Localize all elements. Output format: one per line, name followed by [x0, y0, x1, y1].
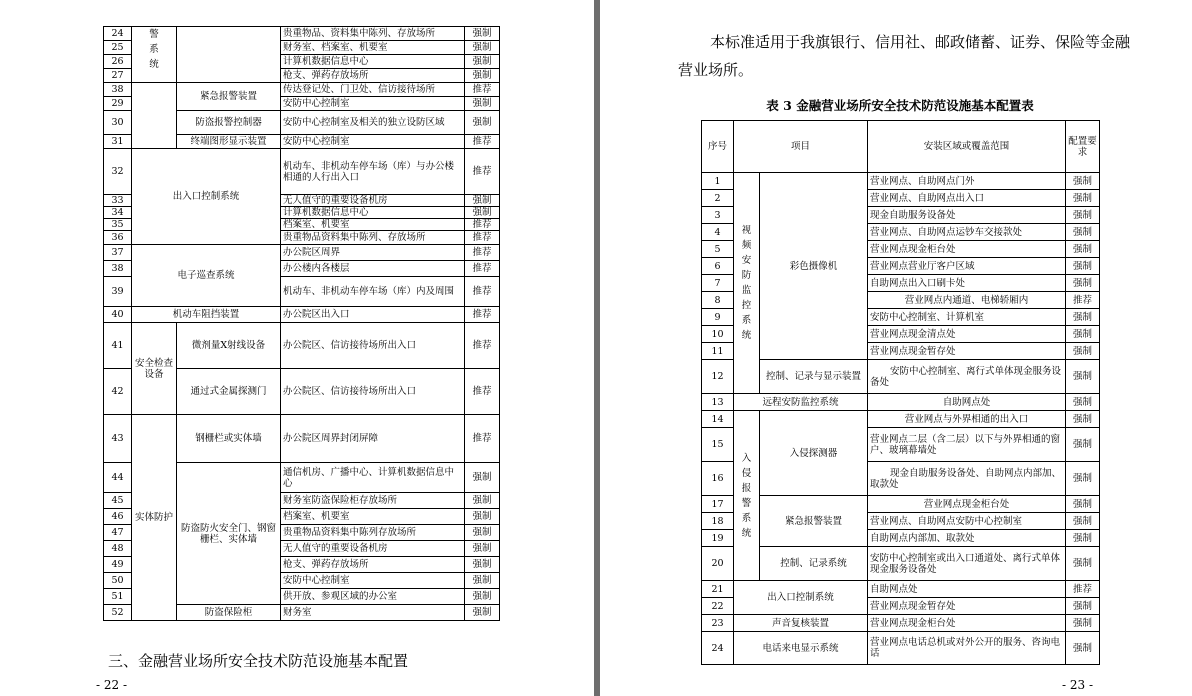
area-cell: 营业网点、自助网点门外 — [868, 173, 1066, 190]
table-row — [104, 415, 500, 463]
area-cell: 通信机房、广播中心、计算机数据信息中心 — [281, 463, 465, 493]
row-number: 15 — [702, 428, 734, 462]
table-row — [104, 27, 500, 41]
area-cell: 营业网点现金柜台处 — [868, 496, 1066, 513]
row-number: 10 — [702, 326, 734, 343]
req-cell: 强制 — [1066, 309, 1100, 326]
req-cell: 推荐 — [465, 261, 500, 277]
req-cell: 推荐 — [465, 323, 500, 369]
row-number: 7 — [702, 275, 734, 292]
area-cell: 机动车、非机动车停车场（库）与办公楼相通的人行出入口 — [281, 149, 465, 195]
row-number: 44 — [104, 463, 132, 493]
page-number: - 23 - — [1062, 678, 1094, 692]
row-number: 2 — [702, 190, 734, 207]
area-cell: 办公院区周界封闭屏障 — [281, 415, 465, 463]
area-cell: 现金自助服务设备处、自助网点内部加、取款处 — [868, 462, 1066, 496]
subgroup-label: 防盗防火安全门、钢窗栅栏、实体墙 — [177, 463, 281, 605]
area-cell: 办公院区、信访接待场所出入口 — [281, 369, 465, 415]
row-number: 13 — [702, 394, 734, 411]
area-cell: 安防中心控制室、计算机室 — [868, 309, 1066, 326]
req-cell: 强制 — [465, 589, 500, 605]
row-number: 14 — [702, 411, 734, 428]
req-cell: 强制 — [1066, 428, 1100, 462]
req-cell: 强制 — [465, 55, 500, 69]
area-cell: 枪支、弹药存放场所 — [281, 69, 465, 83]
req-cell: 强制 — [1066, 343, 1100, 360]
area-cell: 营业网点、自助网点出入口 — [868, 190, 1066, 207]
area-cell: 办公院区出入口 — [281, 307, 465, 323]
row-number: 45 — [104, 493, 132, 509]
area-cell: 财务室防盗保险柜存放场所 — [281, 493, 465, 509]
table-row — [702, 615, 1100, 632]
req-cell: 强制 — [465, 525, 500, 541]
row-number: 18 — [702, 513, 734, 530]
row-number: 31 — [104, 135, 132, 149]
req-cell: 强制 — [465, 493, 500, 509]
row-number: 41 — [104, 323, 132, 369]
group-label: 远程安防监控系统 — [734, 394, 868, 411]
row-number: 17 — [702, 496, 734, 513]
area-cell: 自助网点出入口刷卡处 — [868, 275, 1066, 292]
area-cell: 计算机数据信息中心 — [281, 55, 465, 69]
req-cell: 强制 — [465, 97, 500, 111]
req-cell: 强制 — [1066, 207, 1100, 224]
area-cell: 无人值守的重要设备机房 — [281, 195, 465, 207]
row-number: 4 — [702, 224, 734, 241]
req-cell: 强制 — [1066, 360, 1100, 394]
area-cell: 档案室、机要室 — [281, 509, 465, 525]
req-cell: 推荐 — [465, 307, 500, 323]
row-number: 52 — [104, 605, 132, 621]
subgroup-label: 钢栅栏或实体墙 — [177, 415, 281, 463]
req-cell: 推荐 — [465, 135, 500, 149]
area-cell: 贵重物品、资料集中陈列、存放场所 — [281, 27, 465, 41]
row-number: 30 — [104, 111, 132, 135]
subgroup-label: 入侵探测器 — [760, 411, 868, 496]
row-number: 38 — [104, 83, 132, 97]
row-number: 36 — [104, 231, 132, 245]
req-cell: 强制 — [465, 27, 500, 41]
area-cell: 营业网点营业厅客户区域 — [868, 258, 1066, 275]
area-cell: 安防中心控制室及相关的独立设防区域 — [281, 111, 465, 135]
page-number: - 22 - — [96, 678, 128, 692]
area-cell: 无人值守的重要设备机房 — [281, 541, 465, 557]
req-cell: 推荐 — [465, 369, 500, 415]
area-cell: 营业网点现金暂存处 — [868, 598, 1066, 615]
subgroup-label: 控制、记录与显示装置 — [760, 360, 868, 394]
req-cell: 推荐 — [1066, 292, 1100, 309]
row-number: 37 — [104, 245, 132, 261]
group-label: 机动车阻挡装置 — [132, 307, 281, 323]
security-config-table-right — [701, 120, 1100, 665]
header-no: 序号 — [702, 121, 734, 173]
row-number: 43 — [104, 415, 132, 463]
group-label — [734, 173, 760, 394]
intro-paragraph: 本标准适用于我旗银行、信用社、邮政储蓄、证券、保险等金融营业场所。 — [678, 33, 1131, 79]
subgroup-label: 终端图形显示装置 — [177, 135, 281, 149]
req-cell: 推荐 — [465, 231, 500, 245]
row-number: 24 — [104, 27, 132, 41]
table-row — [104, 323, 500, 369]
group-label — [734, 411, 760, 581]
row-number: 32 — [104, 149, 132, 195]
req-cell: 强制 — [1066, 496, 1100, 513]
area-cell: 贵重物品资料集中陈列存放场所 — [281, 525, 465, 541]
area-cell: 安防中心控制室 — [281, 97, 465, 111]
row-number: 29 — [104, 97, 132, 111]
row-number: 11 — [702, 343, 734, 360]
area-cell: 营业网点与外界相通的出入口 — [868, 411, 1066, 428]
req-cell: 推荐 — [1066, 581, 1100, 598]
subgroup-label: 紧急报警装置 — [177, 83, 281, 111]
req-cell: 强制 — [1066, 173, 1100, 190]
subgroup-cell — [177, 27, 281, 83]
table-row — [104, 83, 500, 97]
area-cell: 营业网点、自助网点运钞车交接款处 — [868, 224, 1066, 241]
table-row — [104, 245, 500, 261]
area-cell: 传达登记处、门卫处、信访接待场所 — [281, 83, 465, 97]
area-cell: 档案室、机要室 — [281, 219, 465, 231]
group-label: 电子巡查系统 — [132, 245, 281, 307]
header-req: 配置要求 — [1066, 121, 1100, 173]
req-cell: 强制 — [1066, 411, 1100, 428]
req-cell: 强制 — [1066, 547, 1100, 581]
row-number: 33 — [104, 195, 132, 207]
row-number: 25 — [104, 41, 132, 55]
group-label: 出入口控制系统 — [132, 149, 281, 245]
table-row — [702, 394, 1100, 411]
area-cell: 自助网点处 — [868, 581, 1066, 598]
row-number: 23 — [702, 615, 734, 632]
row-number: 46 — [104, 509, 132, 525]
row-number: 8 — [702, 292, 734, 309]
req-cell: 强制 — [465, 207, 500, 219]
req-cell: 强制 — [1066, 530, 1100, 547]
req-cell: 强制 — [1066, 632, 1100, 665]
row-number: 22 — [702, 598, 734, 615]
area-cell: 营业网点电话总机或对外公开的服务、咨询电话 — [868, 632, 1066, 665]
req-cell: 推荐 — [465, 245, 500, 261]
group-label: 出入口控制系统 — [734, 581, 868, 615]
right-page — [600, 0, 1192, 696]
row-number: 50 — [104, 573, 132, 589]
area-cell: 机动车、非机动车停车场（库）内及周围 — [281, 277, 465, 307]
area-cell: 财务室、档案室、机要室 — [281, 41, 465, 55]
table-header-row — [702, 121, 1100, 173]
table-row — [104, 149, 500, 195]
area-cell: 安防中心控制室 — [281, 573, 465, 589]
group-label — [132, 27, 177, 83]
subgroup-label: 防盗保险柜 — [177, 605, 281, 621]
row-number: 49 — [104, 557, 132, 573]
subgroup-label: 紧急报警装置 — [760, 496, 868, 547]
subgroup-label: 控制、记录系统 — [760, 547, 868, 581]
area-cell: 枪支、弹药存放场所 — [281, 557, 465, 573]
group-cell-empty — [132, 83, 177, 149]
req-cell: 强制 — [465, 573, 500, 589]
req-cell: 强制 — [1066, 598, 1100, 615]
row-number: 26 — [104, 55, 132, 69]
req-cell: 强制 — [465, 463, 500, 493]
area-cell: 办公楼内各楼层 — [281, 261, 465, 277]
req-cell: 强制 — [465, 509, 500, 525]
req-cell: 强制 — [465, 605, 500, 621]
req-cell: 强制 — [465, 541, 500, 557]
req-cell: 强制 — [465, 69, 500, 83]
area-cell: 营业网点现金暂存处 — [868, 343, 1066, 360]
req-cell: 强制 — [1066, 241, 1100, 258]
row-number: 16 — [702, 462, 734, 496]
req-cell: 推荐 — [465, 149, 500, 195]
row-number: 27 — [104, 69, 132, 83]
row-number: 38 — [104, 261, 132, 277]
req-cell: 强制 — [465, 195, 500, 207]
group-label: 声音复核装置 — [734, 615, 868, 632]
area-cell: 财务室 — [281, 605, 465, 621]
subgroup-label: 通过式金属探测门 — [177, 369, 281, 415]
area-cell: 营业网点现金清点处 — [868, 326, 1066, 343]
area-cell: 安防中心控制室 — [281, 135, 465, 149]
row-number: 12 — [702, 360, 734, 394]
req-cell: 强制 — [465, 41, 500, 55]
group-label-text: 视频安防监控系统 — [741, 225, 752, 341]
req-cell: 强制 — [1066, 190, 1100, 207]
area-cell: 营业网点现金柜台处 — [868, 241, 1066, 258]
section-heading: 三、金融营业场所安全技术防范设施基本配置 — [108, 652, 409, 670]
row-number: 42 — [104, 369, 132, 415]
area-cell: 计算机数据信息中心 — [281, 207, 465, 219]
header-item: 项目 — [734, 121, 868, 173]
area-cell: 自助网点内部加、取款处 — [868, 530, 1066, 547]
security-config-table-left — [103, 26, 500, 621]
req-cell: 强制 — [1066, 394, 1100, 411]
row-number: 35 — [104, 219, 132, 231]
req-cell: 强制 — [1066, 326, 1100, 343]
subgroup-label: 微剂量X射线设备 — [177, 323, 281, 369]
table-row — [702, 360, 1100, 394]
table-row — [702, 411, 1100, 428]
area-cell: 营业网点、自助网点安防中心控制室 — [868, 513, 1066, 530]
req-cell: 强制 — [1066, 615, 1100, 632]
subgroup-label: 彩色摄像机 — [760, 173, 868, 360]
req-cell: 推荐 — [465, 277, 500, 307]
row-number: 40 — [104, 307, 132, 323]
area-cell: 供开放、参观区域的办公室 — [281, 589, 465, 605]
group-label-text: 入侵报警系统 — [741, 452, 752, 539]
req-cell: 推荐 — [465, 415, 500, 463]
table-row — [702, 632, 1100, 665]
row-number: 19 — [702, 530, 734, 547]
subgroup-label: 防盗报警控制器 — [177, 111, 281, 135]
group-label: 安全检查设备 — [132, 323, 177, 415]
req-cell: 强制 — [1066, 275, 1100, 292]
area-cell: 自助网点处 — [868, 394, 1066, 411]
req-cell: 强制 — [1066, 462, 1100, 496]
row-number: 51 — [104, 589, 132, 605]
row-number: 48 — [104, 541, 132, 557]
area-cell: 贵重物品资料集中陈列、存放场所 — [281, 231, 465, 245]
area-cell: 安防中心控制室或出入口通道处、离行式单体现金服务设备处 — [868, 547, 1066, 581]
row-number: 1 — [702, 173, 734, 190]
row-number: 39 — [104, 277, 132, 307]
req-cell: 强制 — [465, 111, 500, 135]
area-cell: 营业网点现金柜台处 — [868, 615, 1066, 632]
group-label: 电话来电显示系统 — [734, 632, 868, 665]
group-label: 实体防护 — [132, 415, 177, 621]
row-number: 47 — [104, 525, 132, 541]
row-number: 21 — [702, 581, 734, 598]
area-cell: 安防中心控制室、离行式单体现金服务设备处 — [868, 360, 1066, 394]
left-page — [0, 0, 594, 696]
req-cell: 强制 — [1066, 258, 1100, 275]
req-cell: 推荐 — [465, 83, 500, 97]
table-caption: 表 3 金融营业场所安全技术防范设施基本配置表 — [766, 98, 1034, 113]
area-cell: 办公院区周界 — [281, 245, 465, 261]
row-number: 34 — [104, 207, 132, 219]
row-number: 24 — [702, 632, 734, 665]
req-cell: 强制 — [1066, 224, 1100, 241]
row-number: 20 — [702, 547, 734, 581]
row-number: 5 — [702, 241, 734, 258]
req-cell: 强制 — [1066, 513, 1100, 530]
area-cell: 现金自助服务设备处 — [868, 207, 1066, 224]
req-cell: 强制 — [465, 557, 500, 573]
req-cell: 推荐 — [465, 219, 500, 231]
area-cell: 营业网点二层（含二层）以下与外界相通的窗户、玻璃幕墙处 — [868, 428, 1066, 462]
table-row — [702, 496, 1100, 513]
area-cell: 营业网点内通道、电梯轿厢内 — [868, 292, 1066, 309]
row-number: 9 — [702, 309, 734, 326]
row-number: 3 — [702, 207, 734, 224]
area-cell: 办公院区、信访接待场所出入口 — [281, 323, 465, 369]
table-row — [702, 581, 1100, 598]
table-row — [104, 307, 500, 323]
row-number: 6 — [702, 258, 734, 275]
table-row — [702, 547, 1100, 581]
table-row — [702, 173, 1100, 190]
group-label-text: 警系统 — [149, 29, 159, 70]
header-area: 安装区域或覆盖范围 — [868, 121, 1066, 173]
